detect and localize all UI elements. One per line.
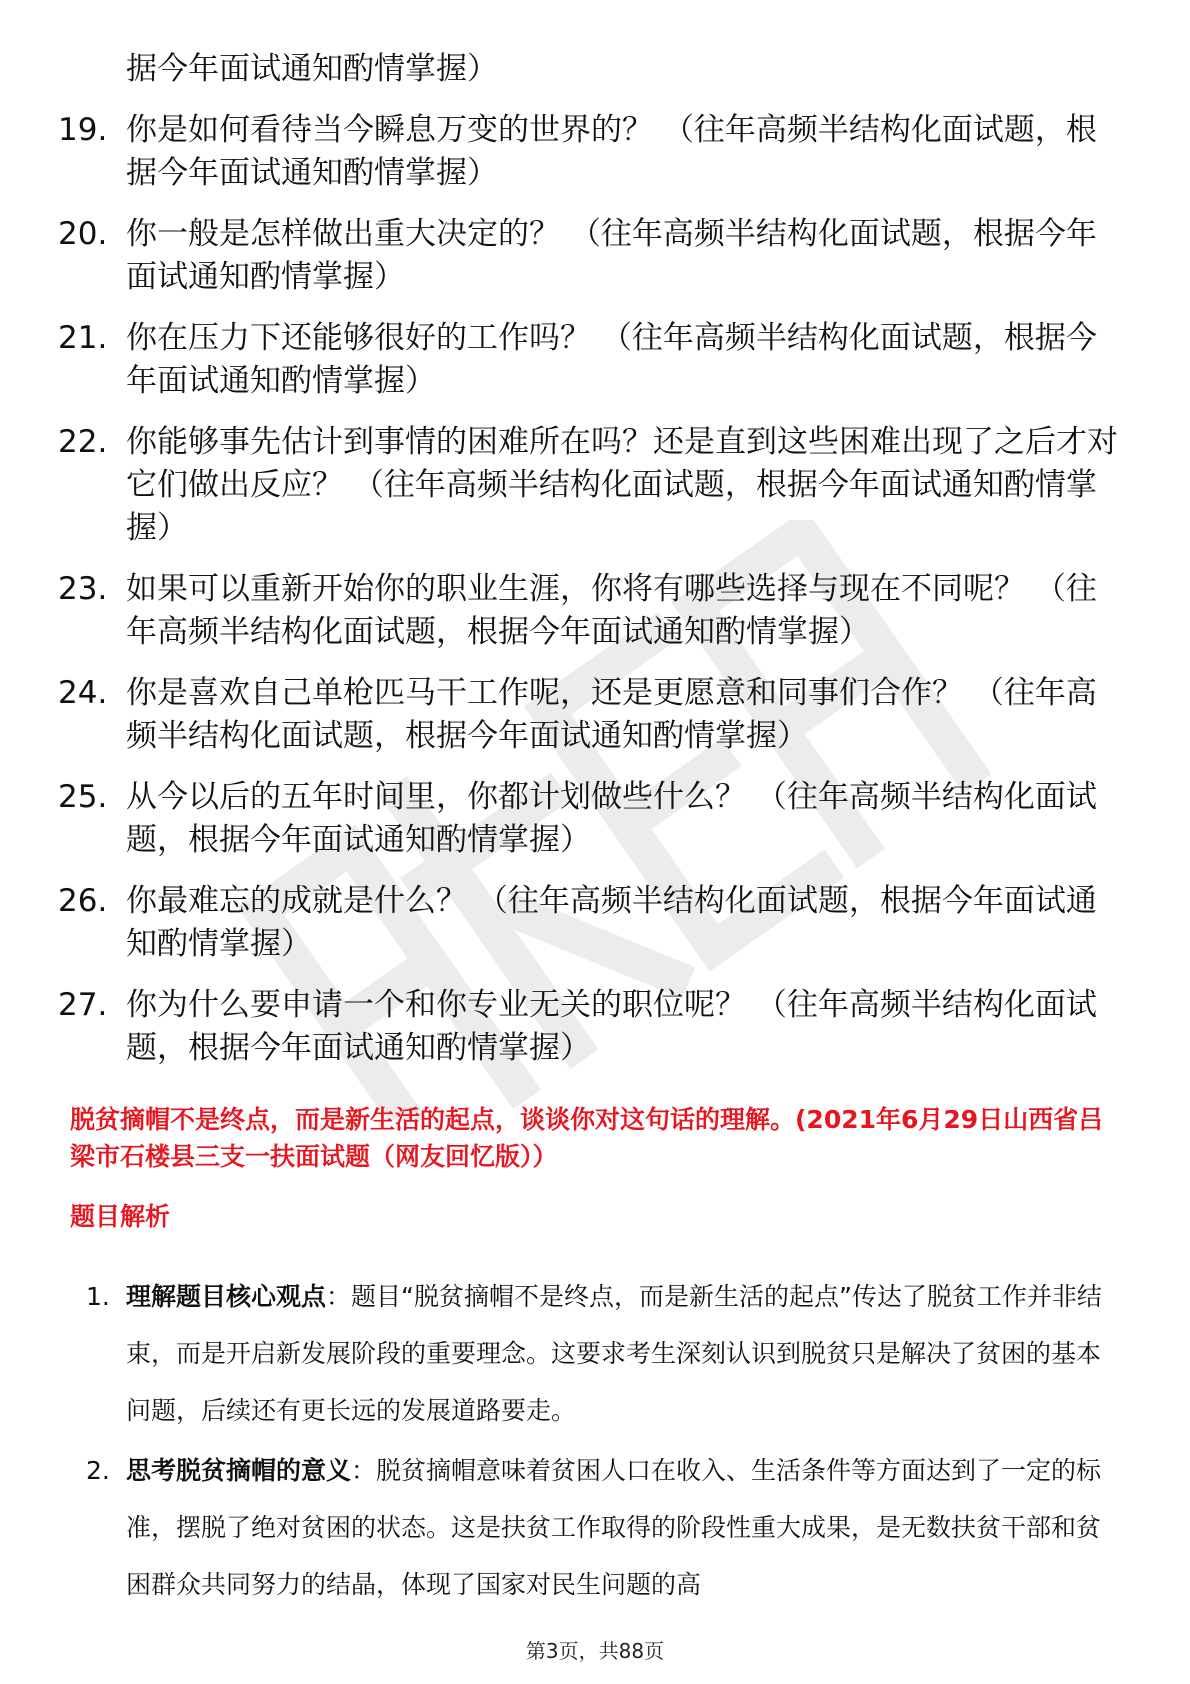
question-continuation: 据今年面试通知酌情掌握）	[126, 51, 498, 87]
list-item	[58, 776, 1118, 862]
list-item	[58, 672, 1118, 758]
item-text: 你一般是怎样做出重大决定的？ （往年高频半结构化面试题，根据今年面试通知酌情掌握）	[126, 216, 1097, 295]
analysis-heading: 题目解析	[70, 1202, 171, 1231]
item-text: 如果可以重新开始你的职业生涯，你将有哪些选择与现在不同呢？ （往年高频半结构化面试题，根据今年面试通知酌情掌握）	[126, 571, 1097, 650]
item-text: 你能够事先估计到事情的困难所在吗？还是直到这些困难出现了之后才对它们做出反应？ （往年高频半结构化面试题，根据今年面试通知酌情掌握）	[126, 424, 1118, 546]
list-item	[58, 568, 1118, 654]
list-item	[70, 1442, 1120, 1613]
item-number: 21.	[58, 320, 108, 356]
item-number: 24.	[58, 675, 108, 711]
list-item	[70, 1268, 1120, 1439]
item-number: 25.	[58, 779, 108, 815]
analysis-list	[70, 1268, 1120, 1616]
item-number: 19.	[58, 112, 108, 148]
item-text: 你是如何看待当今瞬息万变的世界的？ （往年高频半结构化面试题，根据今年面试通知酌情掌握）	[126, 112, 1097, 191]
item-text	[126, 1442, 1120, 1613]
item-text: 你在压力下还能够很好的工作吗？ （往年高频半结构化面试题，根据今年面试通知酌情掌握）	[126, 320, 1097, 399]
item-number: 26.	[58, 883, 108, 919]
item-text: 你最难忘的成就是什么？ （往年高频半结构化面试题，根据今年面试通知酌情掌握）	[126, 883, 1097, 962]
item-number: 2.	[86, 1456, 110, 1485]
list-item	[58, 880, 1118, 966]
item-text	[126, 1268, 1120, 1439]
item-lead: 理解题目核心观点	[126, 1282, 327, 1311]
item-lead: 思考脱贫摘帽的意义	[126, 1456, 352, 1485]
exam-question-title: 脱贫摘帽不是终点，而是新生活的起点，谈谈你对这句话的理解。(2021年6月29日山西省吕梁市石楼县三支一扶面试题（网友回忆版））	[70, 1105, 1104, 1171]
list-item	[58, 421, 1118, 550]
list-item	[58, 317, 1118, 403]
item-number: 27.	[58, 987, 108, 1023]
item-number: 1.	[86, 1282, 110, 1311]
item-body: ：脱贫摘帽意味着贫困人口在收入、生活条件等方面达到了一定的标准，摆脱了绝对贫困的状态。这是扶贫工作取得的阶段性重大成果，是无数扶贫干部和贫困群众共同努力的结晶，体现了国家对民生问题的高	[126, 1456, 1102, 1599]
item-number: 22.	[58, 424, 108, 460]
question-list	[58, 48, 1118, 1088]
list-item	[58, 109, 1118, 195]
list-item	[58, 984, 1118, 1070]
item-body: ：题目“脱贫摘帽不是终点，而是新生活的起点”传达了脱贫工作并非结束，而是开启新发展阶段的重要理念。这要求考生深刻认识到脱贫只是解决了贫困的基本问题，后续还有更长远的发展道路要走。	[126, 1282, 1102, 1425]
item-text: 你为什么要申请一个和你专业无关的职位呢？ （往年高频半结构化面试题，根据今年面试通知酌情掌握）	[126, 987, 1097, 1066]
item-text: 从今以后的五年时间里，你都计划做些什么？ （往年高频半结构化面试题，根据今年面试通知酌情掌握）	[126, 779, 1097, 858]
item-text: 你是喜欢自己单枪匹马干工作呢，还是更愿意和同事们合作？ （往年高频半结构化面试题，根据今年面试通知酌情掌握）	[126, 675, 1097, 754]
item-number: 23.	[58, 571, 108, 607]
list-item	[58, 213, 1118, 299]
item-number: 20.	[58, 216, 108, 252]
page-number: 第3页，共88页	[525, 1639, 665, 1663]
